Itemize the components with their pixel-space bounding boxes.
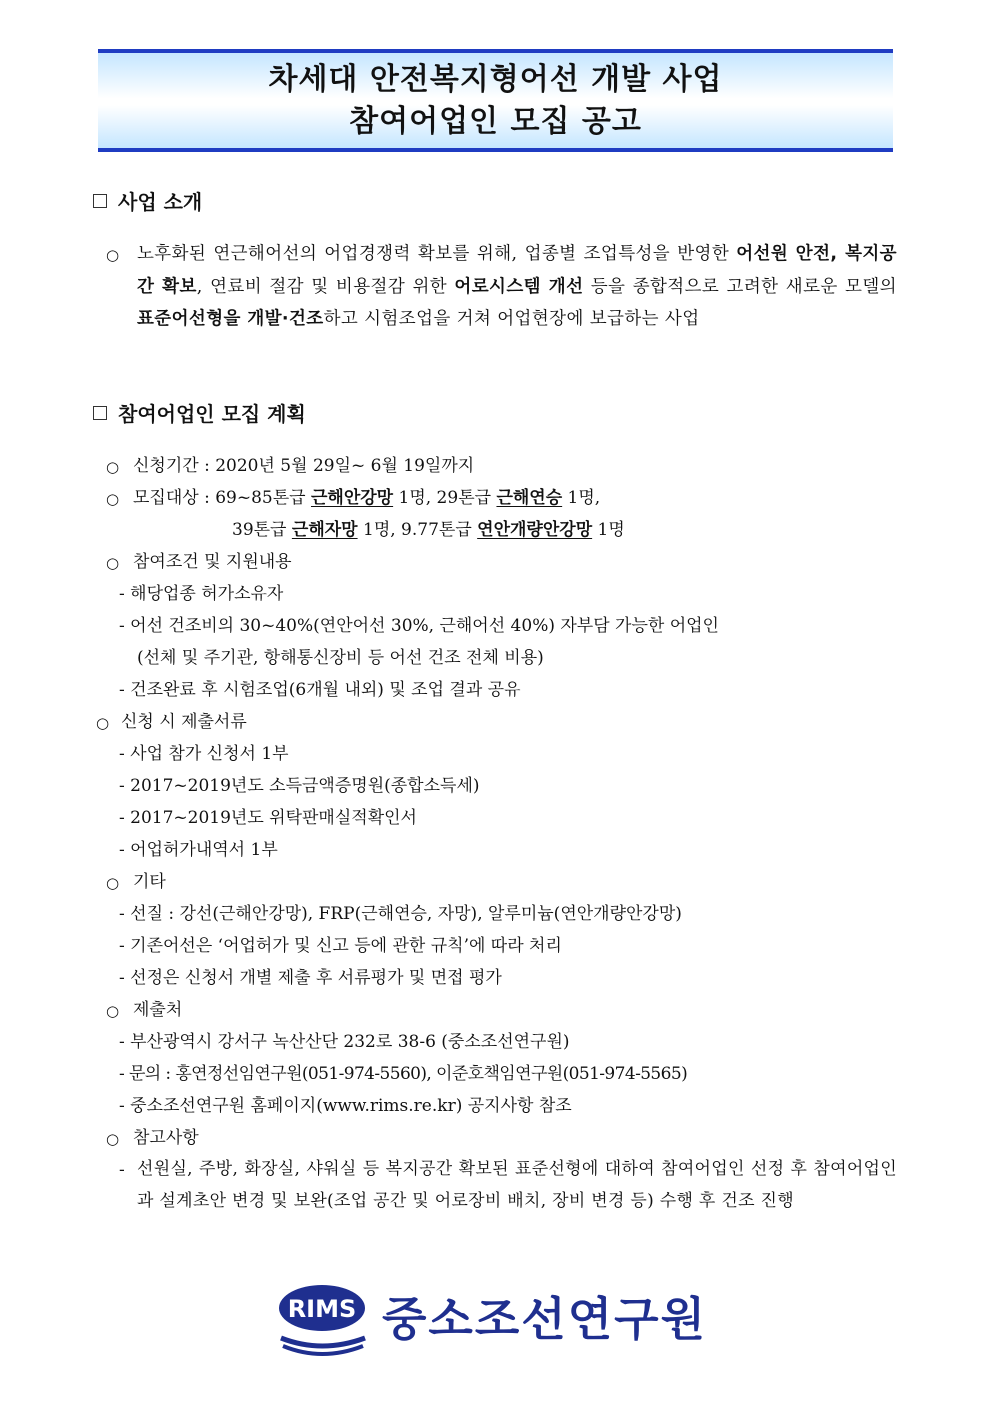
- conditions-item: - 어선 건조비의 30~40%(연안어선 30%, 근해어선 40%) 자부담 가능한 어업인: [119, 616, 719, 636]
- recruit-target-line-2: 39톤급 근해자망 1명, 9.77톤급 연안개량안강망 1명: [232, 520, 625, 540]
- circle-bullet-icon: ○: [106, 490, 120, 508]
- logo-badge-text: RIMS: [287, 1295, 357, 1323]
- title-line-2: 참여어업인 모집 공고: [349, 104, 642, 139]
- submit-item: - 부산광역시 강서구 녹산산단 232로 38-6 (중소조선연구원): [119, 1032, 570, 1052]
- notes-item: 선원실, 주방, 화장실, 샤워실 등 복지공간 확보된 표준선형에 대하여 참여어업인 선정 후 참여어업인과 설계초안 변경 및 보완(조업 공간 및 어로장비 배치, 장비 변경 등) 수행 후 건조 진행: [137, 1159, 897, 1211]
- circle-bullet-icon: ○: [106, 1130, 120, 1148]
- section-heading-recruit: 참여어업인 모집 계획: [93, 402, 306, 426]
- conditions-item: - 건조완료 후 시험조업(6개월 내외) 및 조업 결과 공유: [119, 680, 521, 700]
- conditions-item: - 해당업종 허가소유자: [119, 584, 284, 604]
- section-heading-intro: 사업 소개: [93, 190, 202, 214]
- recruit-target-line-1: 모집대상 : 69~85톤급 근해안강망 1명, 29톤급 근해연승 1명,: [133, 488, 601, 508]
- etc-item: - 선질 : 강선(근해안강망), FRP(근해연승, 자망), 알루미늄(연안개량안강망): [119, 904, 682, 924]
- square-bullet-icon: [93, 406, 107, 420]
- circle-bullet-icon: ○: [96, 714, 110, 732]
- documents-title: 신청 시 제출서류: [121, 712, 247, 732]
- circle-bullet-icon: ○: [106, 874, 120, 892]
- title-banner: [98, 49, 893, 152]
- etc-item: - 기존어선은 ‘어업허가 및 신고 등에 관한 규칙’에 따라 처리: [119, 936, 562, 956]
- circle-bullet-icon: ○: [106, 1002, 120, 1020]
- conditions-item: (선체 및 주기관, 항해통신장비 등 어선 건조 전체 비용): [137, 648, 544, 668]
- conditions-title: 참여조건 및 지원내용: [133, 552, 292, 572]
- etc-title: 기타: [133, 872, 166, 892]
- notes-title: 참고사항: [133, 1128, 199, 1148]
- intro-paragraph: 노후화된 연근해어선의 어업경쟁력 확보를 위해, 업종별 조업특성을 반영한 어선원 안전, 복지공간 확보, 연료비 절감 및 비용절감 위한 어로시스템 개선 등을 종합적으로 고려한 새로운 모델의 표준어선형을 개발·건조하고 시험조업을 거쳐 어업현장에 보급하는 사업: [137, 244, 897, 329]
- circle-bullet-icon: ○: [106, 458, 120, 476]
- title-line-1: 차세대 안전복지형어선 개발 사업: [268, 62, 723, 97]
- documents-item: - 사업 참가 신청서 1부: [119, 744, 289, 764]
- documents-item: - 2017~2019년도 위탁판매실적확인서: [119, 808, 417, 828]
- application-period: 신청기간 : 2020년 5월 29일~ 6월 19일까지: [133, 456, 475, 476]
- dash-icon: -: [119, 1160, 125, 1180]
- circle-bullet-icon: ○: [106, 554, 120, 572]
- documents-item: - 2017~2019년도 소득금액증명원(종합소득세): [119, 776, 480, 796]
- submit-item: - 문의 : 홍연정선임연구원(051-974-5560), 이준호책임연구원(051-974-5565): [119, 1064, 688, 1084]
- etc-item: - 선정은 신청서 개별 제출 후 서류평가 및 면접 평가: [119, 968, 502, 988]
- submit-title: 제출처: [133, 1000, 183, 1020]
- logo-name: 중소조선연구원: [382, 1292, 708, 1346]
- documents-item: - 어업허가내역서 1부: [119, 840, 278, 860]
- square-bullet-icon: [93, 194, 107, 208]
- circle-bullet-icon: ○: [106, 246, 120, 264]
- submit-item: - 중소조선연구원 홈페이지(www.rims.re.kr) 공지사항 참조: [119, 1096, 572, 1116]
